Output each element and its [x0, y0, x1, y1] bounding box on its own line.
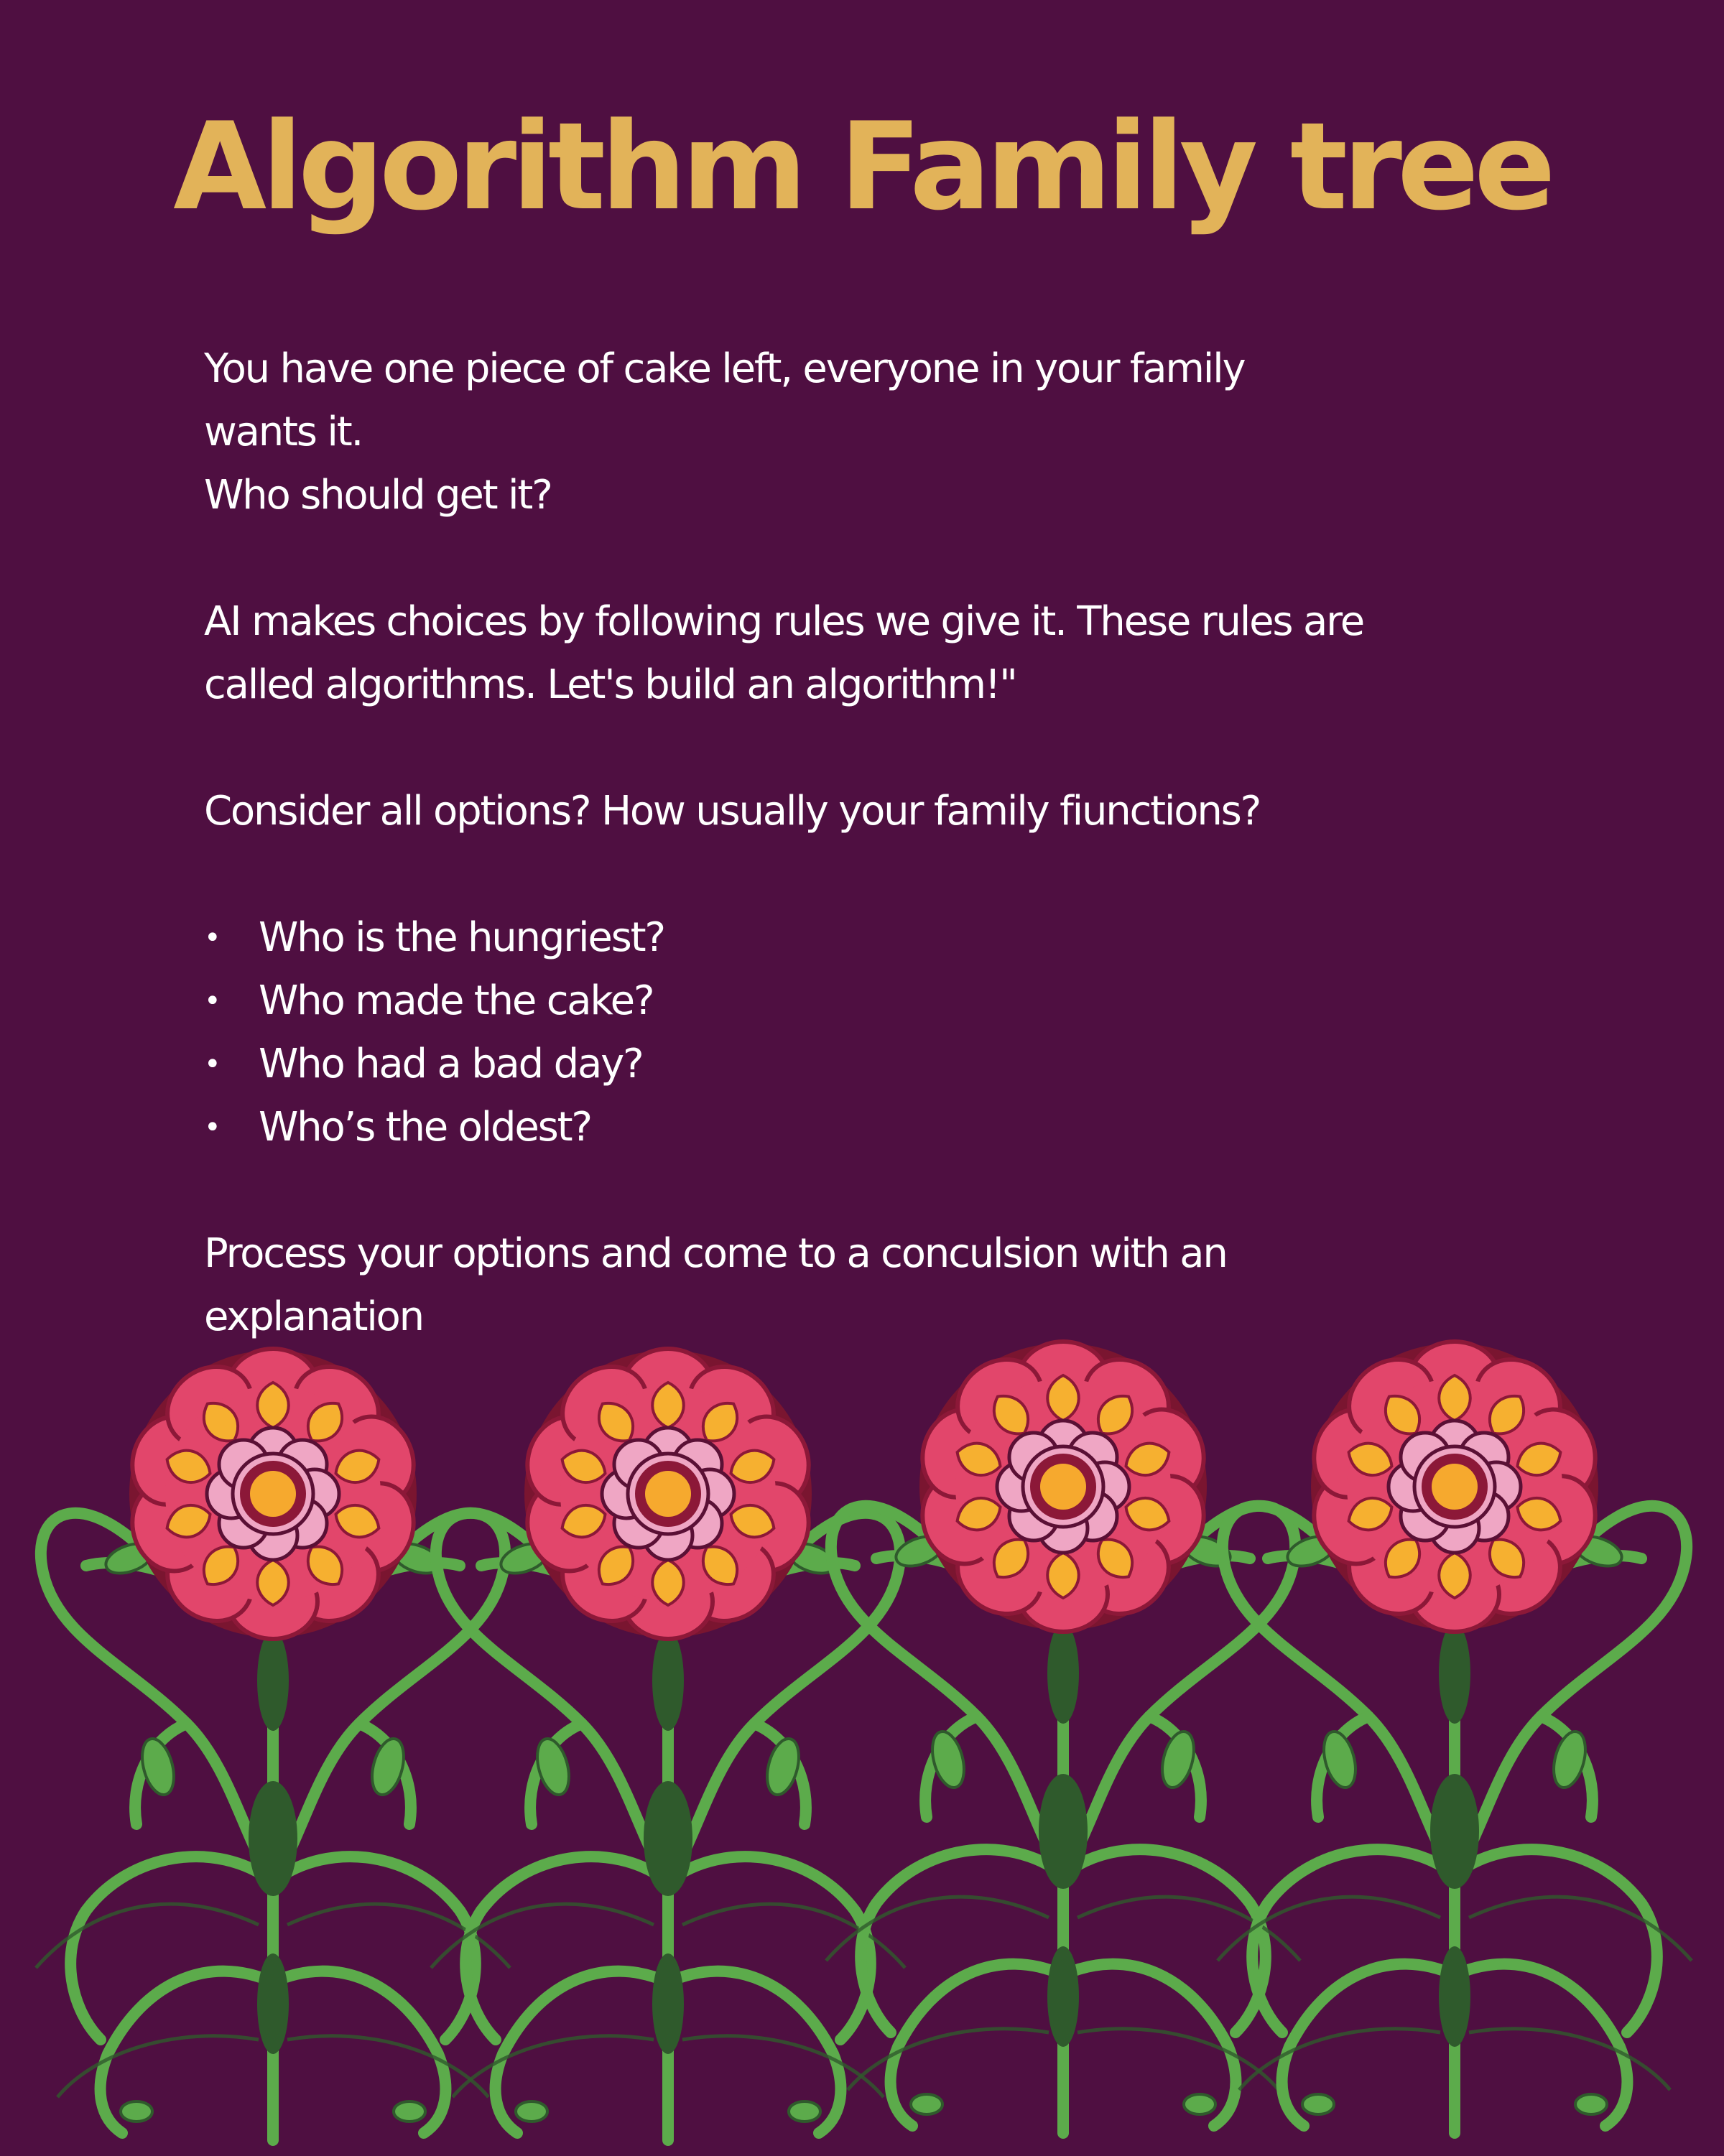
ai-rules-line-2: called algorithms. Let's build an algorithm!" [204, 661, 1016, 708]
body-text [204, 338, 1612, 1349]
list-item: • Who is the hungriest? [204, 906, 1612, 970]
list-item: • Who had a bad day? [204, 1033, 1612, 1096]
flower-plant [1218, 1342, 1692, 2133]
conclusion-line-2: explanation [204, 1293, 423, 1340]
intro-line-1: You have one piece of cake left, everyone in your family [204, 345, 1245, 392]
flower-plant [826, 1342, 1300, 2133]
intro-line-2: wants it. [204, 409, 363, 455]
intro-question: Who should get it? [204, 472, 552, 519]
ai-rules-line-1: AI makes choices by following rules we give it. These rules are [204, 598, 1363, 645]
consider-text: Consider all options? How usually your family fiunctions? [204, 788, 1261, 835]
flower-border-illustration [0, 1336, 1724, 2156]
flower-plant [36, 1349, 510, 2140]
list-item: • Who made the cake? [204, 970, 1612, 1033]
conclusion-line-1: Process your options and come to a conculsion with an [204, 1230, 1227, 1277]
page-title: Algorithm Family tree [173, 96, 1551, 237]
list-item: • Who’s the oldest? [204, 1096, 1612, 1159]
flower-plant [431, 1349, 905, 2140]
question-list [204, 906, 1612, 1159]
